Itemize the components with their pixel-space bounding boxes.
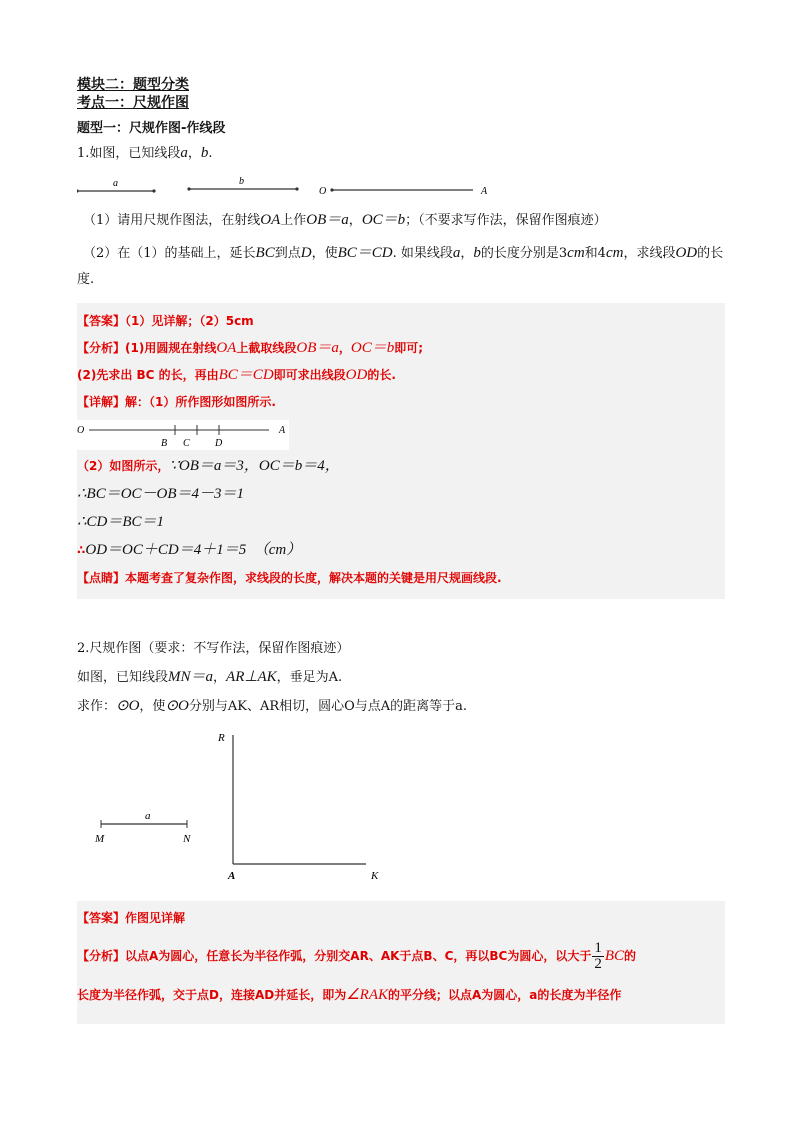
q2-line-2: 如图，已知线段MN＝a，AR⊥AK，垂足为A. xyxy=(77,669,343,685)
q1-detail: 【详解】解：（1）所作图形如图所示. xyxy=(77,395,276,409)
q1-fig-label-O: O xyxy=(319,186,327,197)
q1-part2: （2）在（1）的基础上，延长BC到点D，使BC＝CD. 如果线段a，b的长度分别是3cm和4cm，求线段OD的长度. xyxy=(77,245,724,287)
q1-sol-label-C: C xyxy=(183,438,190,449)
q1-step-1: （2）如图所示，∵OB＝a＝3，OC＝b＝4， xyxy=(77,458,340,474)
q2-analysis-line-1: 【分析】以点A为圆心，任意长为半径作弧，分别交AR、AK于点B、C，再以BC为圆心，以大于 $\frac{1}{2}$ BC的 xyxy=(77,940,637,972)
q1-fig-label-b: b xyxy=(239,177,244,187)
q1-stem: 1.如图，已知线段a，b. xyxy=(77,145,213,161)
type-title: 题型一：尺规作图-作线段 xyxy=(77,121,226,136)
fraction-one-half: $\frac{1}{2}$ xyxy=(594,940,602,972)
q1-step-4: ∴OD＝OC＋CD＝4＋1＝5 （cm） xyxy=(77,542,302,558)
q1-fig-label-A: A xyxy=(481,186,488,197)
q2-answer: 【答案】作图见详解 xyxy=(77,911,186,925)
section-title: 考点一：尺规作图 xyxy=(77,95,189,111)
q1-sol-label-A: A xyxy=(279,425,286,436)
q1-step-2: ∴BC＝OC－OB＝4－3＝1 xyxy=(77,486,245,502)
q2-figure xyxy=(77,727,397,887)
q2-fig-label-R: R xyxy=(218,732,225,744)
q2-fig-label-M: M xyxy=(95,833,105,845)
q1-sol-label-D: D xyxy=(215,438,223,449)
q2-analysis-line-2: 长度为半径作弧，交于点D，连接AD并延长，即为∠RAK的平分线；以点A为圆心，a的长度为半径作 xyxy=(77,987,622,1003)
q1-analysis-1: 【分析】(1)用圆规在射线OA上截取线段OB＝a，OC＝b即可; xyxy=(77,340,424,356)
q1-fig-label-a: a xyxy=(113,178,118,189)
q1-figure-segments xyxy=(77,177,507,201)
q1-sol-label-O: O xyxy=(77,425,85,436)
q2-fig-label-N: N xyxy=(183,833,191,845)
q2-line-3: 求作：⊙O，使⊙O分别与AK、AR相切，圆心O与点A的距离等于a. xyxy=(77,698,468,714)
q2-fig-label-a: a xyxy=(145,810,151,822)
q1-answer-box xyxy=(77,303,725,599)
q2-fig-label-K: K xyxy=(371,870,379,882)
document-page xyxy=(77,76,725,1024)
q2-fig-label-A: A xyxy=(228,870,236,882)
q1-sol-label-B: B xyxy=(161,438,168,449)
module-title: 模块二：题型分类 xyxy=(77,77,189,93)
q1-solution-figure xyxy=(77,420,289,450)
q2-answer-box xyxy=(77,901,725,1024)
q1-step-3: ∴CD＝BC＝1 xyxy=(77,514,165,530)
q1-answer: 【答案】（1）见详解；（2）5cm xyxy=(77,314,254,328)
q1-part1: （1）请用尺规作图法，在射线OA上作OB＝a，OC＝b；（不要求写作法，保留作图痕迹） xyxy=(83,212,607,228)
q2-block xyxy=(77,639,725,717)
q2-line-1: 2.尺规作图（要求：不写作法，保留作图痕迹） xyxy=(77,641,350,656)
q1-analysis-2: (2)先求出 BC 的长，再由BC＝CD即可求出线段OD的长. xyxy=(77,367,396,383)
q1-comment: 【点睛】本题考查了复杂作图，求线段的长度，解决本题的关键是用尺规画线段. xyxy=(77,571,502,585)
